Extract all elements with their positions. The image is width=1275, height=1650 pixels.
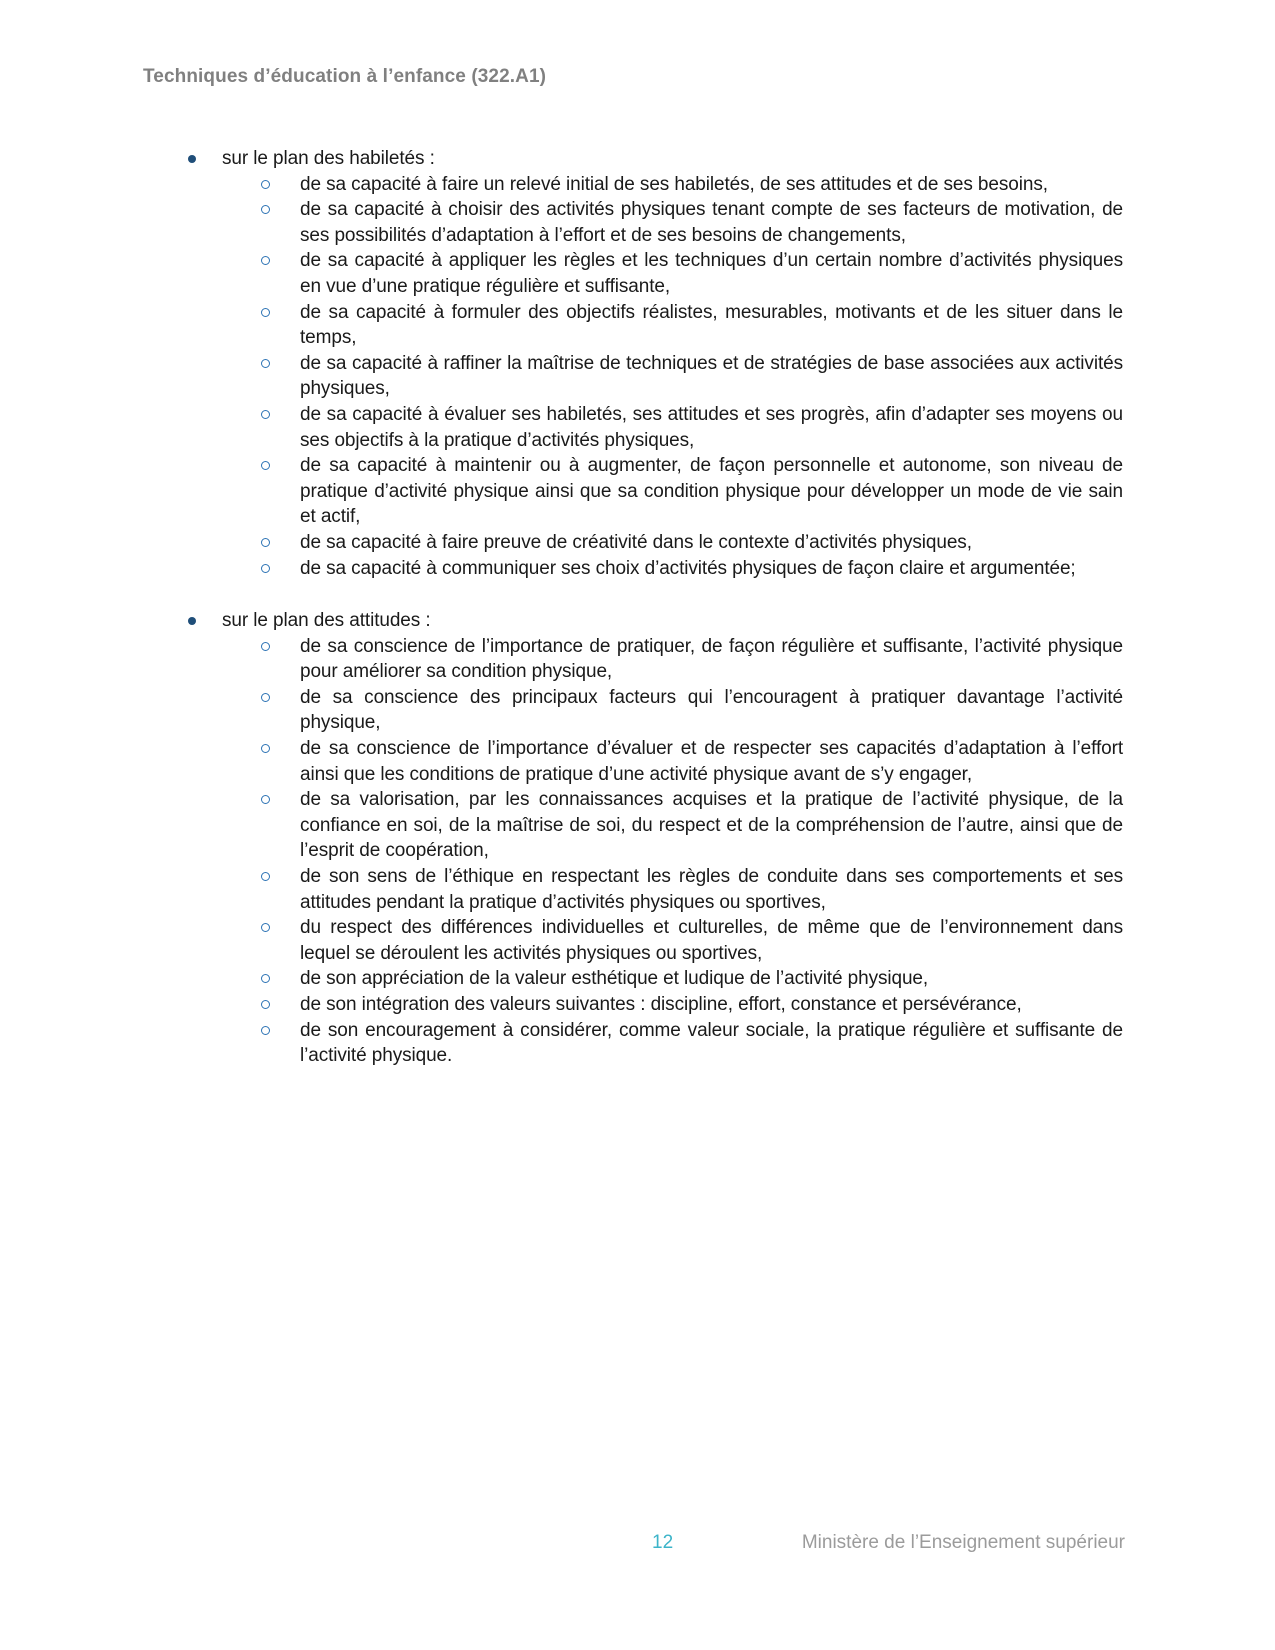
- list-item: [143, 453, 1123, 530]
- section-heading: sur le plan des attitudes :: [222, 610, 431, 632]
- list-item-text: de sa conscience de l’importance d’évaluer et de respecter ses capacités d’adaptation à l’effort ainsi que les conditions de pratique d’une activité physique avant de s’y engager,: [300, 738, 1123, 785]
- list-item-text: de sa capacité à maintenir ou à augmenter, de façon personnelle et autonome, son niveau de pratique d’activité physique ainsi que sa condition physique pour développer un mode de vie sain et actif,: [300, 455, 1123, 528]
- list-item-text: de sa capacité à communiquer ses choix d’activités physiques de façon claire et argumentée;: [300, 557, 1076, 579]
- page-footer: [143, 1532, 1125, 1558]
- circle-bullet-icon: [261, 974, 270, 983]
- list-item: [143, 351, 1123, 402]
- bullet-icon: [188, 617, 196, 625]
- list-item-text: de sa capacité à raffiner la maîtrise de techniques et de stratégies de base associées aux activités physiques,: [300, 352, 1123, 400]
- list-item-text: de sa capacité à choisir des activités physiques tenant compte de ses facteurs de motivation, de ses possibilités d’adaptation à l’effort et de ses besoins de changements,: [300, 199, 1123, 246]
- circle-bullet-icon: [261, 642, 270, 651]
- circle-bullet-icon: [261, 1000, 270, 1009]
- circle-bullet-icon: [261, 410, 270, 419]
- list-item-text: de sa capacité à faire un relevé initial de ses habiletés, de ses attitudes et de ses besoins,: [300, 173, 1048, 195]
- circle-bullet-icon: [261, 923, 270, 932]
- section-heading-row: [143, 608, 1123, 634]
- list-item-text: de sa capacité à faire preuve de créativité dans le contexte d’activités physiques,: [300, 531, 972, 553]
- list-item: [143, 736, 1123, 787]
- circle-bullet-icon: [261, 564, 270, 573]
- list-item-text: de son sens de l’éthique en respectant les règles de conduite dans ses comportements et ses attitudes pendant la pratique d’activités physiques ou sportives,: [300, 866, 1123, 913]
- circle-bullet-icon: [261, 795, 270, 804]
- bullet-icon: [188, 155, 196, 163]
- circle-bullet-icon: [261, 359, 270, 368]
- list-item: [143, 197, 1123, 248]
- page-header: [143, 66, 546, 88]
- circle-bullet-icon: [261, 461, 270, 470]
- circle-bullet-icon: [261, 205, 270, 214]
- circle-bullet-icon: [261, 1026, 270, 1035]
- circle-bullet-icon: [261, 538, 270, 547]
- section-heading-row: [143, 146, 1123, 172]
- list-item-text: de son appréciation de la valeur esthétique et ludique de l’activité physique,: [300, 968, 929, 990]
- document-body: [143, 146, 1123, 1069]
- list-item: [143, 1018, 1123, 1069]
- list-item-text: de sa valorisation, par les connaissances acquises et la pratique de l’activité physique, de la confiance en soi, de la maîtrise de soi, du respect et de la compréhension de l’autre, ainsi que de l’esprit de coopération,: [300, 789, 1123, 862]
- list-item-text: de sa capacité à appliquer les règles et les techniques d’un certain nombre d’activités physiques en vue d’une pratique régulière et suffisante,: [300, 250, 1123, 297]
- list-item: [143, 685, 1123, 736]
- list-item: [143, 992, 1123, 1018]
- section-heading: sur le plan des habiletés :: [222, 148, 435, 169]
- page-number: 12: [652, 1532, 674, 1553]
- document-title: Techniques d’éducation à l’enfance (322.A1): [143, 66, 547, 87]
- list-item: [143, 966, 1123, 992]
- list-item: [143, 530, 1123, 556]
- list-item: [143, 634, 1123, 685]
- list-item-text: de sa capacité à formuler des objectifs réalistes, mesurables, motivants et de les situer dans le temps,: [300, 301, 1123, 349]
- list-item: [143, 402, 1123, 453]
- section-attitudes: [143, 608, 1123, 1069]
- list-item-text: du respect des différences individuelles et culturelles, de même que de l’environnement dans lequel se déroulent les activités physiques ou sportives,: [300, 917, 1123, 964]
- circle-bullet-icon: [261, 693, 270, 702]
- circle-bullet-icon: [261, 308, 270, 317]
- section-habiletes: [143, 146, 1123, 581]
- list-item: [143, 556, 1123, 582]
- list-item: [143, 915, 1123, 966]
- list-item: [143, 248, 1123, 299]
- circle-bullet-icon: [261, 744, 270, 753]
- list-item: [143, 172, 1123, 198]
- list-item: [143, 864, 1123, 915]
- footer-ministry: Ministère de l’Enseignement supérieur: [801, 1532, 1125, 1553]
- list-item: [143, 787, 1123, 864]
- list-item: [143, 300, 1123, 351]
- circle-bullet-icon: [261, 256, 270, 265]
- list-item-text: de son encouragement à considérer, comme valeur sociale, la pratique régulière et suffisante de l’activité physique.: [300, 1019, 1123, 1067]
- circle-bullet-icon: [261, 180, 270, 189]
- list-item-text: de sa capacité à évaluer ses habiletés, ses attitudes et ses progrès, afin d’adapter ses moyens ou ses objectifs à la pratique d’activités physiques,: [300, 403, 1123, 451]
- circle-bullet-icon: [261, 872, 270, 881]
- list-item-text: de son intégration des valeurs suivantes : discipline, effort, constance et persévérance,: [300, 994, 1022, 1015]
- list-item-text: de sa conscience de l’importance de pratiquer, de façon régulière et suffisante, l’activité physique pour améliorer sa condition physique,: [300, 635, 1123, 683]
- list-item-text: de sa conscience des principaux facteurs qui l’encouragent à pratiquer davantage l’activité physique,: [300, 686, 1123, 734]
